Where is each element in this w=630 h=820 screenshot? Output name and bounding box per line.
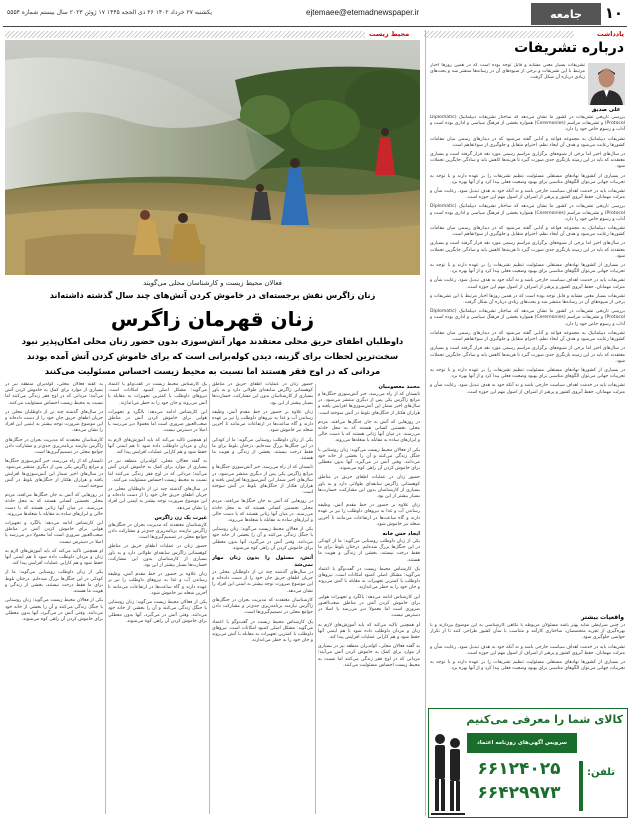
section-name: جامعه [531,3,601,25]
ad-headline: کالای شما را معرفی می‌کنیم [466,713,623,726]
opinion-body: بررسی تاریخی تشریفات در کشور ما نشان می‌دهد که ساختار تشریفات دیپلماتیک (Diplomatic Protocol) و تشریفات مراسم (Ceremonies) همواره بخشی از فرهنگ سیاسی و اداری بوده است و آداب و رسوم خاص خود را دارد. تشریفات دیپلماتیک به مجموعه قواعد و آدابی گفته می‌شود که در دیدارهای رسمی میان مقامات کشورها رعایت می‌شود و هدف آن ایجاد نظم، احترام متقابل و جلوگیری از سوءتفاهم است. در سال‌های اخیر اما برخی از شیوه‌های برگزاری مراسم رسمی مورد نقد قرار گرفته است و بسیاری معتقدند که باید در این زمینه بازنگری جدی صورت گیرد تا هزینه‌ها کاهش یابد و سادگی جایگزین تجملات شود. در بسیاری از کشورها نهادهای مستقلی مسئولیت تنظیم تشریفات را بر عهده دارند و با توجه به تجربیات جهانی می‌توان الگوهای مناسبی برای بهبود وضعیت فعلی پیدا کرد و از آنها بهره برد. تشریفات باید در خدمت اهداف سیاست خارجی باشد و نه آنکه خود به هدف تبدیل شود. رعایت شأن و منزلت مهمانان، حفظ آبروی کشور و پرهیز از اسراف از اصول مهم این حوزه است. بررسی تاریخی تشریفات در کشور ما نشان می‌دهد که ساختار تشریفات دیپلماتیک (Diplomatic Protocol) و تشریفات مراسم (Ceremonies) همواره بخشی از فرهنگ سیاسی و اداری بوده است و آداب و رسوم خاص خود را دارد. تشریفات دیپلماتیک به مجموعه قواعد و آدابی گفته می‌شود که در دیدارهای رسمی میان مقامات کشورها رعایت می‌شود و هدف آن ایجاد نظم، احترام متقابل و جلوگیری از سوءتفاهم است. در سال‌های اخیر اما برخی از شیوه‌های برگزاری مراسم رسمی مورد نقد قرار گرفته است و بسیاری معتقدند که باید در این زمینه بازنگری جدی صورت گیرد تا هزینه‌ها کاهش یابد و سادگی جایگزین تجملات شود. در بسیاری از کشورها نهادهای مستقلی مسئولیت تنظیم تشریفات را بر عهده دارند و با توجه به تجربیات جهانی می‌توان الگوهای مناسبی برای بهبود وضعیت فعلی پیدا کرد و از آنها بهره برد. تشریفات باید در خدمت اهداف سیاست خارجی باشد و نه آنکه خود به هدف تبدیل شود. رعایت شأن و منزلت مهمانان، حفظ آبروی کشور و پرهیز از اسراف از اصول مهم این حوزه است. تشریفات بسیار معنی مشابه و قابل توجه بوده است که در همین روزها اخبار مرتبط با این تشریفات و برخی از شیوه‌های آن در رسانه‌ها منتشر شد و بحث‌های زیادی درباره آن شکل گرفت. بررسی تاریخی تشریفات در کشور ما نشان می‌دهد که ساختار تشریفات دیپلماتیک (Diplomatic Protocol) و تشریفات مراسم (Ceremonies) همواره بخشی از فرهنگ سیاسی و اداری بوده است و آداب و رسوم خاص خود را دارد. تشریفات دیپلماتیک به مجموعه قواعد و آدابی گفته می‌شود که در دیدارهای رسمی میان مقامات کشورها رعایت می‌شود و هدف آن ایجاد نظم، احترام متقابل و جلوگیری از سوءتفاهم است. در سال‌های اخیر اما برخی از شیوه‌های برگزاری مراسم رسمی مورد نقد قرار گرفته است و بسیاری معتقدند که باید در این زمینه بازنگری جدی صورت گیرد تا هزینه‌ها کاهش یابد و سادگی جایگزین تجملات شود. در بسیاری از کشورها نهادهای مستقلی مسئولیت تنظیم تشریفات را بر عهده دارند و با توجه به تجربیات جهانی می‌توان الگوهای مناسبی برای بهبود وضعیت فعلی پیدا کرد و از آنها بهره برد. تشریفات باید در خدمت اهداف سیاست خارجی باشد و نه آنکه خود به هدف تبدیل شود. رعایت شأن و منزلت مهمانان، حفظ آبروی کشور و پرهیز از اسراف از اصول مهم این حوزه است. [430,115,625,395]
column-label: یادداشت [596,30,624,38]
ad-phone-2[interactable]: ۶۶۴۲۹۹۷۳ [477,783,561,803]
kicker-line-1: فعالان محیط زیست و کارشناسان محلی می‌گویند [143,279,282,287]
page-number: ۱۰ [604,4,623,22]
col-rule-3 [105,384,106,814]
headline: زنان قهرمان زاگرس [110,307,315,331]
article-column-4: به گفته فعالان محلی، کوله‌بران منطقه نیز در بسیاری از موارد برای کمک به خاموش کردن آتش می‌آیند؛ مردانی که در اوج فقر زندگی می‌کنند اما نسبت به محیط زیست احساس مسئولیت می‌کنند. در سال‌های گذشته چند تن از داوطلبان محلی در جریان اطفای حریق جان خود را از دست داده‌اند و این موضوع ضرورت توجه بیشتر به ایمنی این افراد را نشان می‌دهد. کارشناسان معتقدند که مدیریت بحران در جنگل‌های زاگرس نیازمند برنامه‌ریزی جدی‌تر و مشارکت دادن جوامع محلی در تصمیم‌گیری‌ها است. تابستان که از راه می‌رسد، خبر آتش‌سوزی جنگل‌ها و مراتع زاگرس یکی پس از دیگری منتشر می‌شود. در سال‌های اخیر شمار این آتش‌سوزی‌ها افزایش یافته و هزاران هکتار از جنگل‌های بلوط در آتش سوخته است. در روزهایی که آتش به جان جنگل‌ها می‌افتد، مردم محلی نخستین کسانی هستند که به محل حادثه می‌رسند. در میان آنها زنانی هستند که با دست خالی و ابزارهای ساده به مقابله با شعله‌ها می‌روند. این کارشناس ادامه می‌دهد: بالگرد و تجهیزات هوایی برای خاموش کردن آتش در مناطق صعب‌العبور ضروری است اما معمولا دیر می‌رسد یا اصلا در دسترس نیست. او همچنین تاکید می‌کند که باید آموزش‌های لازم به زنان و مردان داوطلب داده شود تا هم ایمنی آنها حفظ شود و هم کارایی عملیات افزایش پیدا کند. یکی از زنان داوطلب روستایی می‌گوید: ما از کودکی در این جنگل‌ها بزرگ شده‌ایم. درختان بلوط برای ما فقط درخت نیستند، بخشی از زندگی و هویت ما هستند. یکی از فعالان محیط زیست می‌گوید: زنان روستایی با جنگل زندگی می‌کنند و آن را بخشی از خانه خود می‌دانند. وقتی آتش در می‌گیرد، آنها بدون معطلی برای خاموش کردن آن راهی کوه می‌شوند. [5,382,103,622]
byline: محمد معصومیان [378,384,420,390]
deck-line-1: داوطلبان اطفای حریق محلی معتقدند مهار آتش‌سوزی بدون حضور زنان محلی امکان‌پذیر نبود [21,336,404,346]
ad-divider [579,761,583,811]
article-photo [5,40,420,275]
opinion-body-end: در چنین شرایطی شاید بهتر باشد مسئولان مربوطه با نگاهی کارشناسی به این موضوع بپردازند و با بهره‌گیری از تجربه متخصصان، ساختاری کارآمد و متناسب با شأن کشور طراحی کنند تا از تکرار حواشی جلوگیری شود. تشریفات باید در خدمت اهداف سیاست خارجی باشد و نه آنکه خود به هدف تبدیل شود. رعایت شأن و منزلت مهمانان، حفظ آبروی کشور و پرهیز از اسراف از اصول مهم این حوزه است. در بسیاری از کشورها نهادهای مستقلی مسئولیت تنظیم تشریفات را بر عهده دارند و با توجه به تجربیات جهانی می‌توان الگوهای مناسبی برای بهبود وضعیت فعلی پیدا کرد و از آنها بهره برد. [430,623,625,672]
opinion-text-top: تشریفات بسیار معنی مشابه و قابل توجه بوده است که در همین روزها اخبار مرتبط با این تشریفات و برخی از شیوه‌های آن در رسانه‌ها منتشر شد و بحث‌های زیادی درباره آن شکل گرفت. [430,63,585,81]
ad-people-illustration [431,729,465,815]
column-divider [425,30,426,816]
author-name: علی صدیق [591,107,621,113]
col-rule-1 [315,384,316,814]
ad-phone-1[interactable]: ۶۶۱۲۴۰۲۵ [477,759,561,779]
kicker-line-2: زنان زاگرس نقش برجسته‌ای در خاموش کردن آتش‌های چند سال گذشته داشته‌اند [49,290,376,300]
dateline: یکشنبه ۲۷ خرداد ۱۴۰۲ ۲۶ ذی الحجه ۱۴۴۵ ۱۷ ژوئن ۲۰۲۳ سال بیستم شماره ۵۵۵۴ [7,9,212,16]
email-address[interactable]: ejtemaee@etemadnewspaper.ir [306,8,420,17]
label-hatch [424,31,574,38]
deck-line-2: سخت‌ترین لحظات برای گزینه، دیدن کوله‌برانی است که برای خاموش کردن آتش آمده بودند [26,351,399,361]
article-column-1: محمد معصومیان تابستان که از راه می‌رسد، خبر آتش‌سوزی جنگل‌ها و مراتع زاگرس یکی پس از دیگری منتشر می‌شود. در سال‌های اخیر شمار این آتش‌سوزی‌ها افزایش یافته و هزاران هکتار از جنگل‌های بلوط در آتش سوخته است. در روزهایی که آتش به جان جنگل‌ها می‌افتد، مردم محلی نخستین کسانی هستند که به محل حادثه می‌رسند. در میان آنها زنانی هستند که با دست خالی و ابزارهای ساده به مقابله با شعله‌ها می‌روند. یکی از فعالان محیط زیست می‌گوید: زنان روستایی با جنگل زندگی می‌کنند و آن را بخشی از خانه خود می‌دانند. وقتی آتش در می‌گیرد، آنها بدون معطلی برای خاموش کردن آن راهی کوه می‌شوند. حضور زنان در عملیات اطفای حریق در مناطق کوهستانی زاگرس سابقه‌ای طولانی دارد و به باور بسیاری از کارشناسان بدون این مشارکت، خسارت‌ها بسیار بیشتر از این بود. زنان علاوه بر حضور در خط مقدم آتش، وظیفه رساندن آب و غذا به نیروهای داوطلب را نیز بر عهده دارند و گاه ساعت‌ها در ارتفاعات می‌مانند تا آخرین شعله نیز خاموش شود. ایجاد حس خانه یکی از زنان داوطلب روستایی می‌گوید: ما از کودکی در این جنگل‌ها بزرگ شده‌ایم. درختان بلوط برای ما فقط درخت نیستند، بخشی از زندگی و هویت ما هستند. یک کارشناس محیط زیست در گفت‌وگو با اعتماد می‌گوید: مشکل اصلی کمبود امکانات است. نیروهای داوطلب با کمترین تجهیزات به مقابله با آتش می‌روند و جان خود را به خطر می‌اندازند. این کارشناس ادامه می‌دهد: بالگرد و تجهیزات هوایی برای خاموش کردن آتش در مناطق صعب‌العبور ضروری است اما معمولا دیر می‌رسد یا اصلا در دسترس نیست. او همچنین تاکید می‌کند که باید آموزش‌های لازم به زنان و مردان داوطلب داده شود تا هم ایمنی آنها حفظ شود و هم کارایی عملیات افزایش پیدا کند. به گفته فعالان محلی، کوله‌بران منطقه نیز در بسیاری از موارد برای کمک به خاموش کردن آتش می‌آیند؛ مردانی که در اوج فقر زندگی می‌کنند اما نسبت به محیط زیست احساس مسئولیت می‌کنند. [318,384,420,668]
deck-line-3: مردانی که در اوج فقر هستند اما نسبت به محیط زیست احساس مسئولیت می‌کنند [44,366,381,376]
article-label: محیط زیست [369,30,410,38]
masthead-rule [3,26,627,27]
article-label-hatch [5,31,365,38]
advertisement-box[interactable] [428,708,628,818]
author-avatar [588,63,625,105]
ad-band: سرویس آگهی‌های روزنامه اعتماد [467,733,577,753]
masthead [3,3,627,25]
col-rule-2 [209,384,210,814]
article-column-2: حضور زنان در عملیات اطفای حریق در مناطق کوهستانی زاگرس سابقه‌ای طولانی دارد و به باور بسیاری از کارشناسان بدون این مشارکت، خسارت‌ها بسیار بیشتر از این بود. زنان علاوه بر حضور در خط مقدم آتش، وظیفه رساندن آب و غذا به نیروهای داوطلب را نیز بر عهده دارند و گاه ساعت‌ها در ارتفاعات می‌مانند تا آخرین شعله نیز خاموش شود. یکی از زنان داوطلب روستایی می‌گوید: ما از کودکی در این جنگل‌ها بزرگ شده‌ایم. درختان بلوط برای ما فقط درخت نیستند، بخشی از زندگی و هویت ما هستند. تابستان که از راه می‌رسد، خبر آتش‌سوزی جنگل‌ها و مراتع زاگرس یکی پس از دیگری منتشر می‌شود. در سال‌های اخیر شمار این آتش‌سوزی‌ها افزایش یافته و هزاران هکتار از جنگل‌های بلوط در آتش سوخته است. در روزهایی که آتش به جان جنگل‌ها می‌افتد، مردم محلی نخستین کسانی هستند که به محل حادثه می‌رسند. در میان آنها زنانی هستند که با دست خالی و ابزارهای ساده به مقابله با شعله‌ها می‌روند. یکی از فعالان محیط زیست می‌گوید: زنان روستایی با جنگل زندگی می‌کنند و آن را بخشی از خانه خود می‌دانند. وقتی آتش در می‌گیرد، آنها بدون معطلی برای خاموش کردن آن راهی کوه می‌شوند. آتش، مسئول را بدون زنان مهار نمی‌شد در سال‌های گذشته چند تن از داوطلبان محلی در جریان اطفای حریق جان خود را از دست داده‌اند و این موضوع ضرورت توجه بیشتر به ایمنی این افراد را نشان می‌دهد. کارشناسان معتقدند که مدیریت بحران در جنگل‌های زاگرس نیازمند برنامه‌ریزی جدی‌تر و مشارکت دادن جوامع محلی در تصمیم‌گیری‌ها است. یک کارشناس محیط زیست در گفت‌وگو با اعتماد می‌گوید: مشکل اصلی کمبود امکانات است. نیروهای داوطلب با کمترین تجهیزات به مقابله با آتش می‌روند و جان خود را به خطر می‌اندازند. [212,382,313,644]
opinion-subheading: واقعیات بیشتر [581,614,624,621]
ad-phone-label: تلفن: [586,767,615,778]
opinion-title: درباره تشریفات [514,40,624,56]
article-column-3: یک کارشناس محیط زیست در گفت‌وگو با اعتماد می‌گوید: مشکل اصلی کمبود امکانات است. نیروهای داوطلب با کمترین تجهیزات به مقابله با آتش می‌روند و جان خود را به خطر می‌اندازند. این کارشناس ادامه می‌دهد: بالگرد و تجهیزات هوایی برای خاموش کردن آتش در مناطق صعب‌العبور ضروری است اما معمولا دیر می‌رسد یا اصلا در دسترس نیست. او همچنین تاکید می‌کند که باید آموزش‌های لازم به زنان و مردان داوطلب داده شود تا هم ایمنی آنها حفظ شود و هم کارایی عملیات افزایش پیدا کند. به گفته فعالان محلی، کوله‌بران منطقه نیز در بسیاری از موارد برای کمک به خاموش کردن آتش می‌آیند؛ مردانی که در اوج فقر زندگی می‌کنند اما نسبت به محیط زیست احساس مسئولیت می‌کنند. در سال‌های گذشته چند تن از داوطلبان محلی در جریان اطفای حریق جان خود را از دست داده‌اند و این موضوع ضرورت توجه بیشتر به ایمنی این افراد را نشان می‌دهد. غیرت یک زن زاگرس کارشناسان معتقدند که مدیریت بحران در جنگل‌های زاگرس نیازمند برنامه‌ریزی جدی‌تر و مشارکت دادن جوامع محلی در تصمیم‌گیری‌ها است. حضور زنان در عملیات اطفای حریق در مناطق کوهستانی زاگرس سابقه‌ای طولانی دارد و به باور بسیاری از کارشناسان بدون این مشارکت، خسارت‌ها بسیار بیشتر از این بود. زنان علاوه بر حضور در خط مقدم آتش، وظیفه رساندن آب و غذا به نیروهای داوطلب را نیز بر عهده دارند و گاه ساعت‌ها در ارتفاعات می‌مانند تا آخرین شعله نیز خاموش شود. یکی از فعالان محیط زیست می‌گوید: زنان روستایی با جنگل زندگی می‌کنند و آن را بخشی از خانه خود می‌دانند. وقتی آتش در می‌گیرد، آنها بدون معطلی برای خاموش کردن آن راهی کوه می‌شوند. [108,382,207,624]
